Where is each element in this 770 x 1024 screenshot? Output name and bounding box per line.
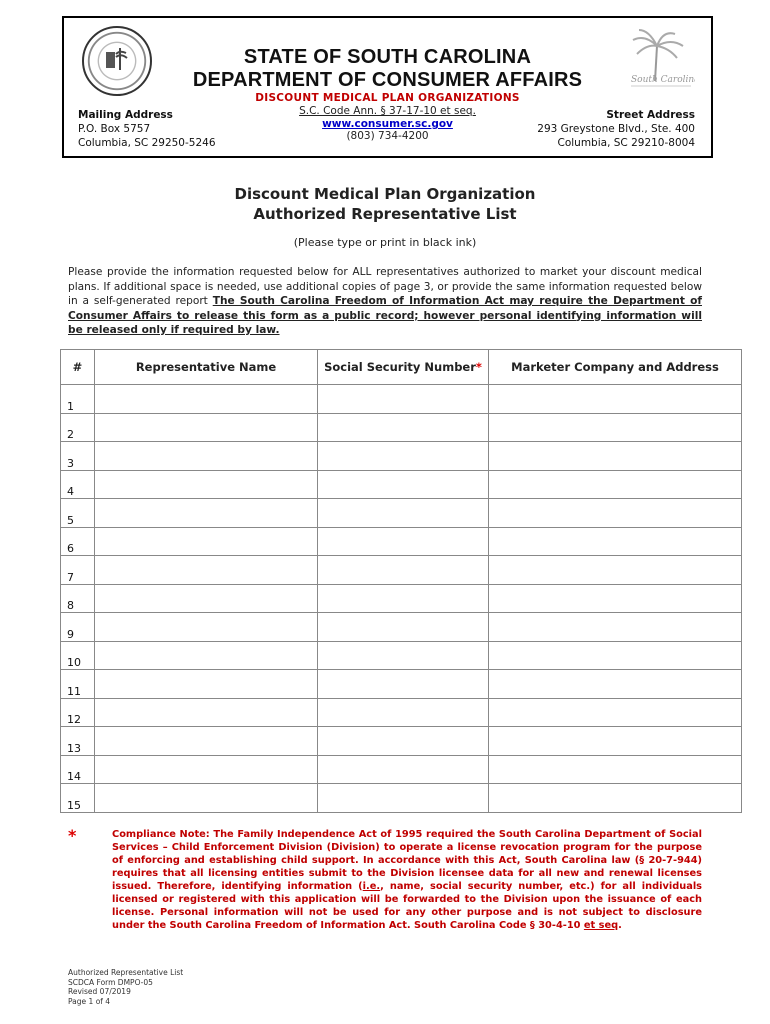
company-address-cell[interactable] [489,499,742,528]
ink-instruction: (Please type or print in black ink) [293,236,477,249]
mailing-address-label: Mailing Address [78,109,173,121]
compliance-note: Compliance Note: The Family Independence Act of 1995 required the South Carolina Department of Social Services – Child Enforcement Division (Division) to operate a license revocation program for the purpose of enforcing and establishing child support. In accordance with this Act, South Carolina law (§ 20-7-944) requires that all licensing entities submit to the Division licensee data for all new and renewal licenses issued. Therefore, identifying information (i.e., name, social security number, etc.) for all individuals licensed or registered with this application will be forwarded to the Division upon the issuance of each license. Personal information will not be used for any other purpose and is not subject to disclosure under the South Carolina Freedom of Information Act. South Carolina Code § 30-4-10 et seq. [112,829,703,931]
company-address-cell[interactable] [489,727,742,756]
company-address-cell[interactable] [489,755,742,784]
ssn-cell[interactable] [318,727,489,756]
representative-table [60,349,742,813]
representative-name-cell[interactable] [95,727,318,756]
row-number: 6 [61,527,95,556]
ssn-cell[interactable] [318,499,489,528]
table-row [61,527,742,556]
representative-name-cell[interactable] [95,670,318,699]
ssn-cell[interactable] [318,613,489,642]
representative-name-cell[interactable] [95,413,318,442]
company-address-cell[interactable] [489,670,742,699]
mailing-address [78,108,216,150]
company-address-cell[interactable] [489,641,742,670]
ssn-cell[interactable] [318,527,489,556]
row-number: 7 [61,556,95,585]
representative-name-cell[interactable] [95,385,318,414]
logo-text: South Carolina [631,75,695,85]
letterhead [62,16,713,158]
company-address-cell[interactable] [489,556,742,585]
col-company-address: Marketer Company and Address [489,350,742,385]
ssn-cell[interactable] [318,442,489,471]
form-footer [68,968,183,1006]
row-number: 13 [61,727,95,756]
street-address [537,108,695,150]
row-number: 2 [61,413,95,442]
ssn-cell[interactable] [318,584,489,613]
phone-number: (803) 734-4200 [346,130,429,142]
representative-name-cell[interactable] [95,755,318,784]
row-number: 11 [61,670,95,699]
row-number: 4 [61,470,95,499]
col-ssn: Social Security Number* [318,350,489,385]
col-representative-name: Representative Name [95,350,318,385]
form-title-line2: Authorized Representative List [253,205,517,223]
street-address-label: Street Address [606,109,695,121]
company-address-cell[interactable] [489,613,742,642]
table-row [61,413,742,442]
footer-page: Page 1 of 4 [68,996,111,1006]
company-address-cell[interactable] [489,385,742,414]
ssn-cell[interactable] [318,641,489,670]
foia-notice: The South Carolina Freedom of Information Act may require the Department of Consumer Affairs to release this form as a public record; however personal identifying information will be released only if required by law. [68,295,702,336]
representative-name-cell[interactable] [95,499,318,528]
table-row [61,755,742,784]
footer-form-name: Authorized Representative List [68,968,184,977]
row-number: 15 [61,784,95,813]
col-number: # [61,350,95,385]
ssn-cell[interactable] [318,385,489,414]
representative-name-cell[interactable] [95,442,318,471]
company-address-cell[interactable] [489,698,742,727]
representative-name-cell[interactable] [95,641,318,670]
program-name: DISCOUNT MEDICAL PLAN ORGANIZATIONS [255,92,520,104]
row-number: 9 [61,613,95,642]
state-title: STATE OF SOUTH CAROLINA [243,46,532,68]
mailing-address-line1: P.O. Box 5757 [78,123,151,135]
representative-name-cell[interactable] [95,784,318,813]
table-row [61,584,742,613]
representative-name-cell[interactable] [95,584,318,613]
table-row [61,641,742,670]
ssn-cell[interactable] [318,556,489,585]
ssn-cell[interactable] [318,698,489,727]
table-row [61,670,742,699]
representative-name-cell[interactable] [95,613,318,642]
table-row [61,613,742,642]
company-address-cell[interactable] [489,527,742,556]
form-title [0,184,770,224]
footer-form-id: SCDCA Form DMPO-05 [68,977,153,987]
representative-name-cell[interactable] [95,470,318,499]
table-row [61,698,742,727]
table-row [61,385,742,414]
website-link[interactable]: www.consumer.sc.gov [322,118,453,130]
representative-name-cell[interactable] [95,556,318,585]
row-number: 1 [61,385,95,414]
department-title: DEPARTMENT OF CONSUMER AFFAIRS [192,69,583,91]
company-address-cell[interactable] [489,413,742,442]
representative-name-cell[interactable] [95,527,318,556]
street-address-line1: 293 Greystone Blvd., Ste. 400 [537,123,695,135]
row-number: 8 [61,584,95,613]
ssn-cell[interactable] [318,784,489,813]
table-row [61,784,742,813]
table-row [61,499,742,528]
form-title-line1: Discount Medical Plan Organization [234,185,536,203]
company-address-cell[interactable] [489,784,742,813]
company-address-cell[interactable] [489,442,742,471]
ssn-cell[interactable] [318,470,489,499]
code-reference: S.C. Code Ann. § 37-17-10 et seq. [299,105,476,117]
footer-revised: Revised 07/2019 [68,987,131,996]
mailing-address-line2: Columbia, SC 29250-5246 [78,137,216,149]
row-number: 10 [61,641,95,670]
required-star: * [475,360,482,374]
ssn-cell[interactable] [318,755,489,784]
table-row [61,727,742,756]
row-number: 3 [61,442,95,471]
representative-name-cell[interactable] [95,698,318,727]
company-address-cell[interactable] [489,584,742,613]
compliance-star: * [68,826,77,845]
table-row [61,470,742,499]
row-number: 12 [61,698,95,727]
street-address-line2: Columbia, SC 29210-8004 [557,137,695,149]
ssn-cell[interactable] [318,413,489,442]
table-row [61,556,742,585]
ssn-cell[interactable] [318,670,489,699]
row-number: 14 [61,755,95,784]
instructions-paragraph: Please provide the information requested below for ALL representatives authorized to market your discount medical plans. If additional space is needed, use additional copies of page 3, or provide the same information requested below in a self-generated report The South Carolina Freedom of Information Act may require the Department of Consumer Affairs to release this form as a public record; however personal identifying information will be released only if required by law. [68,266,702,336]
table-row [61,442,742,471]
row-number: 5 [61,499,95,528]
company-address-cell[interactable] [489,470,742,499]
